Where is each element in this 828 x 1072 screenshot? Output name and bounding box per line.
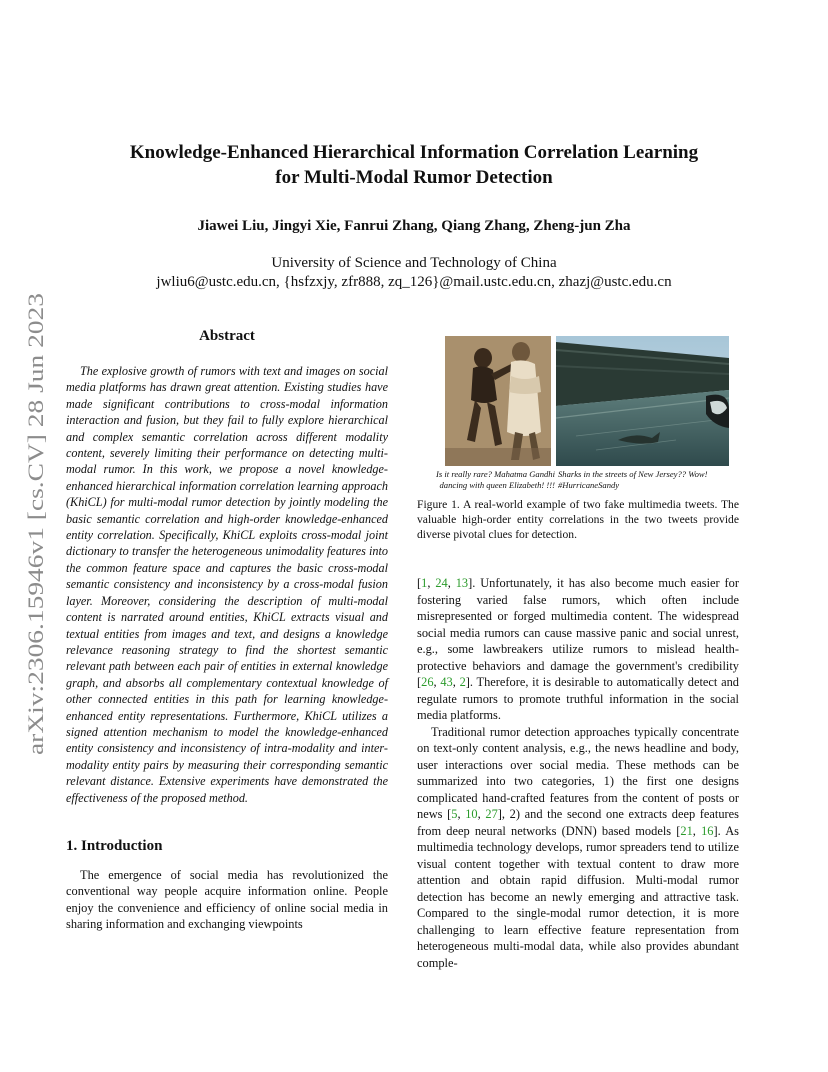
left-column (66, 328, 388, 933)
institution: University of Science and Technology of China (271, 255, 557, 271)
photo-caption-left: Is it really rare? Mahatma Gandhi dancing with queen Elizabeth! !!! (436, 469, 555, 490)
text-fragment: ]. As multimedia technology develops, rumor spreaders tend to utilize visual content together with textual content to draw more attention and obtain rapid diffusion. Multi-modal rumor detection has become an newly emerging and attractive task. Compared to the single-modal rumor detection, it is more challenging to learn effective feature representation from heterogeneous multi-modal data, while also provides abundant comple- (417, 823, 739, 970)
introduction-paragraph: The emergence of social media has revolutionized the conventional way people acquire information online. People enjoy the convenience and efficiency of online social media in sharing information and exchanging viewpoints (66, 867, 388, 932)
citation-link[interactable]: 26 (421, 675, 434, 689)
text-fragment: , (427, 576, 436, 590)
citation-link[interactable]: 21 (680, 823, 693, 838)
arxiv-identifier: arXiv:2306.15946v1 [cs.CV] 28 Jun 2023 (23, 384, 48, 755)
author-list: Jiawei Liu, Jingyi Xie, Fanrui Zhang, Qiang Zhang, Zheng-jun Zha (197, 218, 631, 234)
continuation-paragraph (417, 575, 739, 724)
text-fragment: , (457, 807, 466, 821)
introduction-heading: 1. Introduction (66, 837, 163, 854)
text-fragment: , (433, 675, 441, 689)
text-fragment: ]. Therefore, it is desirable to automatically detect and regulate rumors to promote truthful information in the social media platforms. (417, 675, 739, 722)
citation-link[interactable]: 1 (421, 576, 428, 590)
citation-link[interactable]: 13 (455, 576, 469, 590)
figure-caption: Figure 1. A real-world example of two fake multimedia tweets. The valuable high-order entity correlations in the two tweets provide diverse pivotal clues for detection. (417, 498, 739, 541)
citation-link[interactable]: 5 (451, 807, 458, 821)
citation-link[interactable]: 16 (701, 823, 714, 838)
arxiv-stamp (22, 290, 50, 755)
photo-caption-right: Sharks in the streets of New Jersey?? Wow! #HurricaneSandy (558, 469, 708, 490)
figure-1 (417, 328, 739, 543)
text-fragment: Traditional rumor detection approaches typically concentrate on text-only content analysis, e.g., the news headline and body, user interactions over social media. These methods can be summarized into two categories, 1) the first one designs complicated hand-crafted features from the content of posts or news [ (417, 724, 739, 821)
email-addresses: jwliu6@ustc.edu.cn, {hsfzxjy, zfr888, zq_126}@mail.ustc.edu.cn, zhazj@ustc.edu.cn (156, 274, 672, 290)
abstract-text: The explosive growth of rumors with text and images on social media platforms has drawn great attention. Existing studies have made significant contributions to cross-modal information interaction and fusion, but they fail to fully explore hierarchical and complex semantic correlation across different modality content, severely limiting their performance on detecting multi-modal rumor. In this work, we propose a novel knowledge-enhanced hierarchical information correlation learning approach (KhiCL) for multi-modal rumor detection by jointly modeling the basic semantic correlation and high-order knowledge-enhanced entity correlation. Specifically, KhiCL exploits cross-modal joint dictionary to transfer the heterogeneous unimodality features into the common feature space and captures the basic cross-modal semantic consistency and inconsistency by a cross-modal fusion layer. Moreover, considering the description of multi-modal content is narrated around entities, KhiCL extracts visual and textual entities from images and text, and designs a knowledge relevance reasoning strategy to find the shortest semantic relevant path between each pair of entities in external knowledge graph, and absorbs all complementary contextual knowledge of other connected entities in this path for learning knowledge-enhanced entity representations. Furthermore, KhiCL utilizes a signed attention mechanism to model the knowledge-enhanced entity consistency and inconsistency of intra-modality and inter-modality entity pairs by measuring their corresponding semantic relevant distance. Extensive experiments have demonstrated the effectiveness of the proposed method. (66, 364, 388, 805)
right-column-text (417, 575, 739, 971)
right-column (417, 328, 739, 543)
abstract-heading: Abstract (199, 328, 255, 344)
citation-link[interactable]: 27 (485, 807, 498, 821)
rumor-detection-paragraph (417, 724, 739, 972)
paper-title (0, 140, 828, 190)
citation-link[interactable]: 10 (465, 807, 478, 821)
affiliation (0, 254, 828, 292)
text-fragment: , (447, 576, 456, 590)
citation-link[interactable]: 2 (459, 675, 466, 689)
citation-link[interactable]: 43 (440, 675, 453, 689)
text-fragment: , (477, 807, 486, 821)
shark-street-photo (556, 336, 729, 466)
text-fragment: , (452, 675, 460, 689)
text-fragment: ], 2) and the second one extracts deep features from deep neural networks (DNN) based models [ (417, 807, 739, 838)
gandhi-dancing-photo (445, 336, 551, 466)
text-fragment: ]. Unfortunately, it has also become much easier for fostering varied false rumors, which often include misrepresented or forged multimedia content. The widespread social media rumors can cause massive panic and social unrest, e.g., some lawbreakers utilize rumors to mislead health-protective behaviors and damage the government's credibility [ (417, 576, 740, 689)
title-line-2: for Multi-Modal Rumor Detection (275, 167, 553, 188)
text-fragment: [ (417, 576, 422, 590)
citation-link[interactable]: 24 (435, 576, 448, 590)
text-fragment: , (692, 823, 702, 838)
title-line-1: Knowledge-Enhanced Hierarchical Information Correlation Learning (129, 142, 699, 163)
